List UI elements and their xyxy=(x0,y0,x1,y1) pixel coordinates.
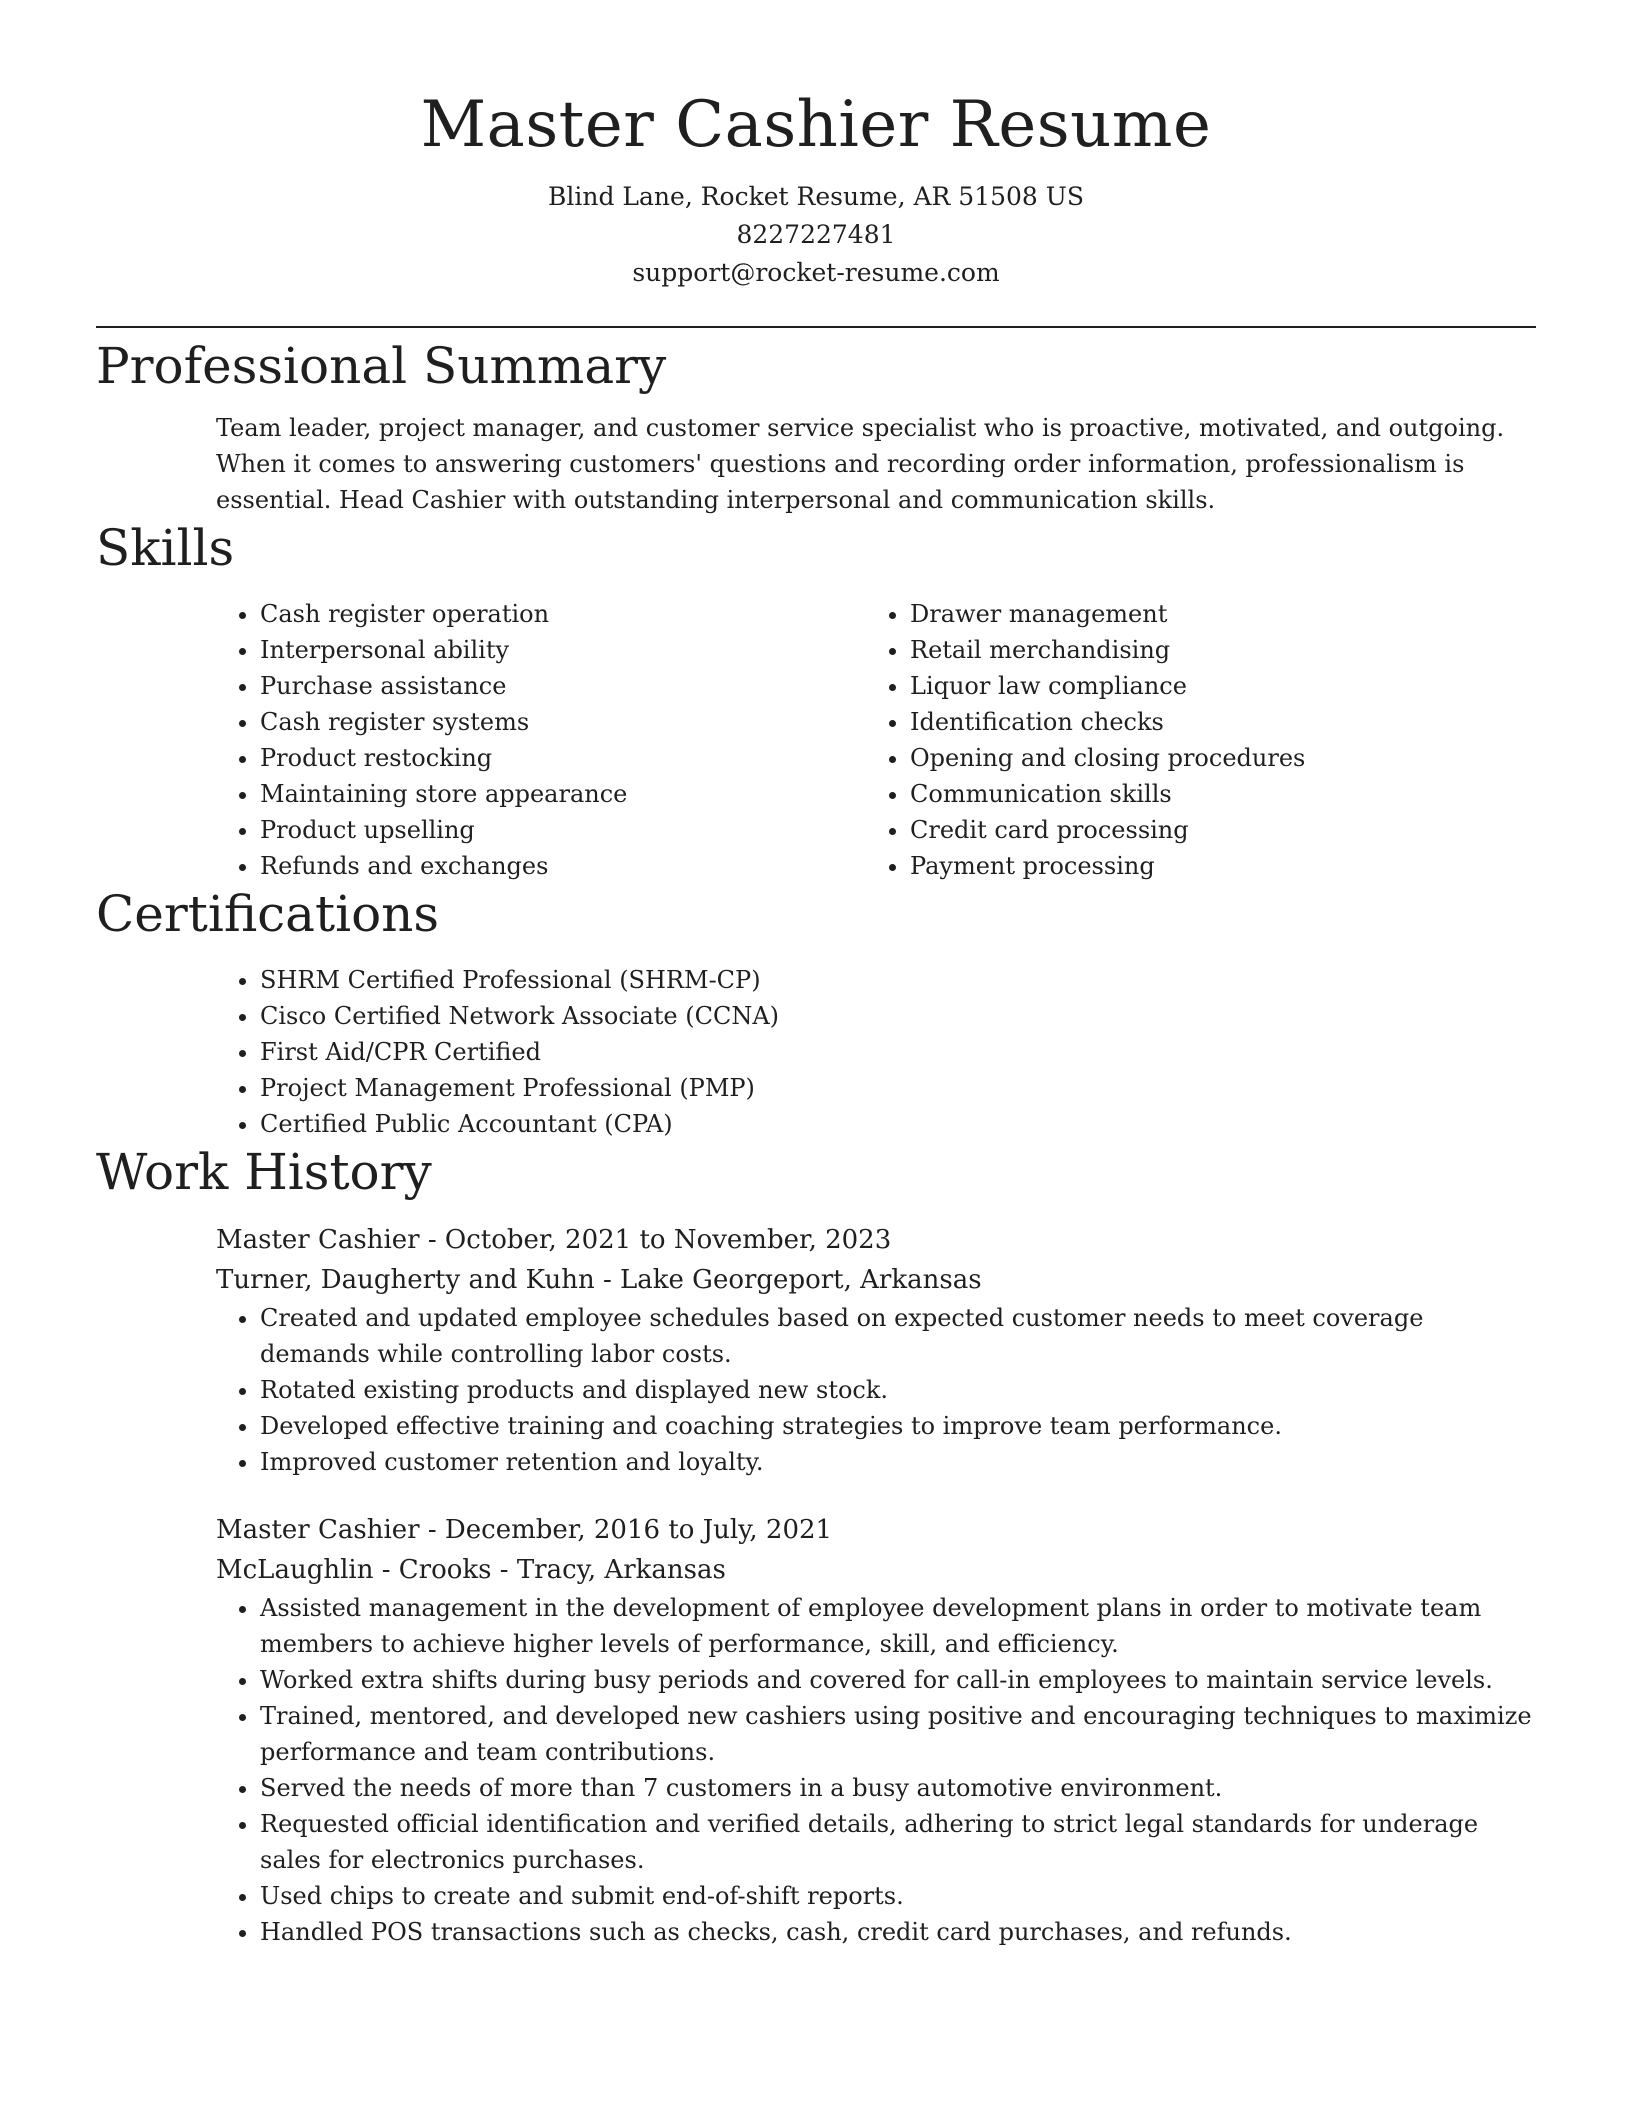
contact-email: support@rocket-resume.com xyxy=(632,258,1000,287)
job-title-line: Master Cashier - December, 2016 to July, 2021 xyxy=(216,1515,833,1545)
skill-item: • Payment processing xyxy=(910,848,1516,884)
skill-item: • Liquor law compliance xyxy=(910,668,1516,704)
job-bullet: • Handled POS transactions such as checks, cash, credit card purchases, and refunds. xyxy=(260,1914,1536,1950)
skill-item: • Interpersonal ability xyxy=(260,632,866,668)
summary-heading: Professional Summary xyxy=(96,337,667,395)
job-entry xyxy=(216,1510,1536,1950)
job-title-line: Master Cashier - October, 2021 to November, 2023 xyxy=(216,1225,892,1255)
skill-item: • Credit card processing xyxy=(910,812,1516,848)
skill-item: • Cash register systems xyxy=(260,704,866,740)
skill-item: • Opening and closing procedures xyxy=(910,740,1516,776)
job-bullet: • Developed effective training and coaching strategies to improve team performance. xyxy=(260,1408,1536,1444)
skill-item: • Identification checks xyxy=(910,704,1516,740)
certifications-block xyxy=(216,962,1536,1142)
summary-text: Team leader, project manager, and customer service specialist who is proactive, motivated, and outgoing. When it comes to answering customers' questions and recording order information, professionalism is essential. Head Cashier with outstanding interpersonal and communication skills. xyxy=(216,414,1505,514)
certifications-list xyxy=(216,962,1536,1142)
skill-item: • Refunds and exchanges xyxy=(260,848,866,884)
job-bullet: • Used chips to create and submit end-of-shift reports. xyxy=(260,1878,1536,1914)
contact-phone: 8227227481 xyxy=(736,220,896,249)
skill-item: • Communication skills xyxy=(910,776,1516,812)
certification-item: • Project Management Professional (PMP) xyxy=(260,1070,1536,1106)
skills-list-left xyxy=(216,596,866,884)
skill-item: • Drawer management xyxy=(910,596,1516,632)
job-bullet: • Served the needs of more than 7 customers in a busy automotive environment. xyxy=(260,1770,1536,1806)
job-bullet: • Trained, mentored, and developed new cashiers using positive and encouraging techniques to maximize performance and team contributions. xyxy=(260,1698,1536,1770)
job-bullet: • Rotated existing products and displayed new stock. xyxy=(260,1372,1536,1408)
job-company-line: McLaughlin - Crooks - Tracy, Arkansas xyxy=(216,1555,726,1585)
skills-heading: Skills xyxy=(96,519,235,577)
job-bullet: • Requested official identification and verified details, adhering to strict legal standards for underage sales for electronics purchases. xyxy=(260,1806,1536,1878)
certification-item: • Cisco Certified Network Associate (CCNA) xyxy=(260,998,1536,1034)
certification-item: • SHRM Certified Professional (SHRM-CP) xyxy=(260,962,1536,998)
resume-header xyxy=(96,0,1536,292)
job-bullet: • Created and updated employee schedules based on expected customer needs to meet coverage demands while controlling labor costs. xyxy=(260,1300,1536,1372)
resume-title: Master Cashier Resume xyxy=(420,88,1212,162)
resume-page xyxy=(96,0,1536,1950)
job-bullets xyxy=(216,1590,1536,1950)
job-entry xyxy=(216,1220,1536,1480)
skill-item: • Retail merchandising xyxy=(910,632,1516,668)
skill-item: • Maintaining store appearance xyxy=(260,776,866,812)
job-bullet: • Improved customer retention and loyalty. xyxy=(260,1444,1536,1480)
job-bullet: • Assisted management in the development of employee development plans in order to motivate team members to achieve higher levels of performance, skill, and efficiency. xyxy=(260,1590,1536,1662)
contact-address: Blind Lane, Rocket Resume, AR 51508 US xyxy=(548,182,1084,211)
skill-item: • Product upselling xyxy=(260,812,866,848)
contact-info xyxy=(96,178,1536,292)
skill-item: • Cash register operation xyxy=(260,596,866,632)
work-history-heading: Work History xyxy=(96,1143,432,1201)
header-divider xyxy=(96,326,1536,328)
skills-columns xyxy=(216,596,1536,884)
certifications-heading: Certifications xyxy=(96,885,440,943)
job-bullets xyxy=(216,1300,1536,1480)
skill-item: • Purchase assistance xyxy=(260,668,866,704)
certification-item: • First Aid/CPR Certified xyxy=(260,1034,1536,1070)
certification-item: • Certified Public Accountant (CPA) xyxy=(260,1106,1536,1142)
skill-item: • Product restocking xyxy=(260,740,866,776)
job-company-line: Turner, Daugherty and Kuhn - Lake Georgeport, Arkansas xyxy=(216,1265,982,1295)
skills-list-right xyxy=(866,596,1516,884)
job-bullet: • Worked extra shifts during busy periods and covered for call-in employees to maintain service levels. xyxy=(260,1662,1536,1698)
